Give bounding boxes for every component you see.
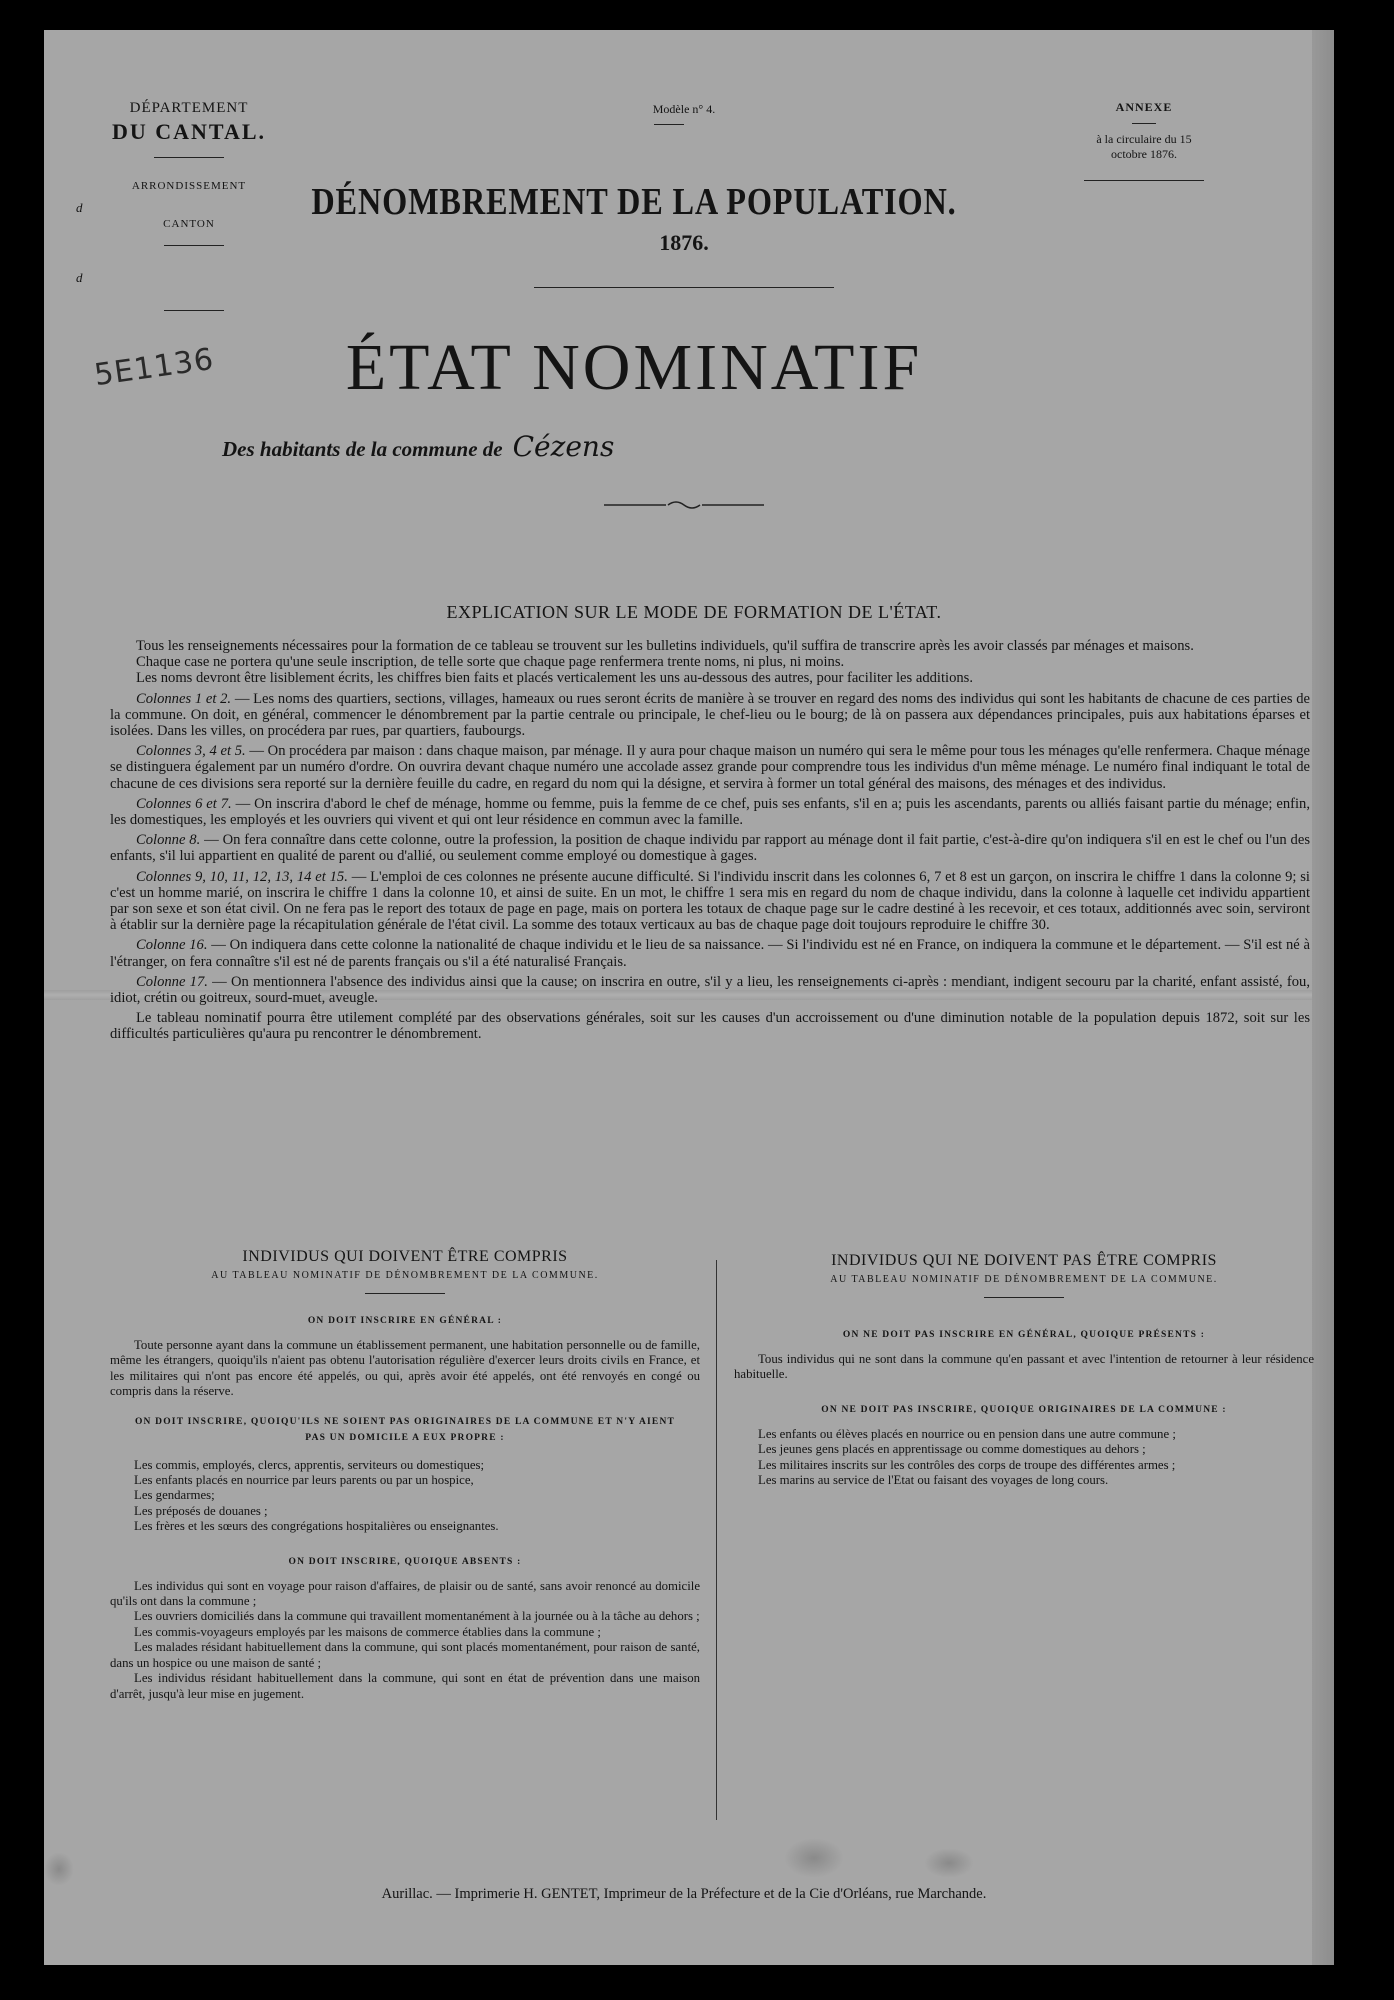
paragraph <box>110 691 1310 740</box>
modele-number: Modèle n° 4. <box>652 102 716 116</box>
column-label: Colonnes 6 et 7. <box>136 795 232 812</box>
canton-label: CANTON <box>163 218 215 230</box>
paragraph <box>110 974 1310 1006</box>
column-label: Colonnes 1 et 2. <box>136 690 232 707</box>
column-text: — On procédera par maison : dans chaque maison, par ménage. Il y aura pour chaque maison un numéro qui sera le même pour tous les ménages qu'elle renfermera. Chaque ménage se distinguera également par un numéro d'ordre. On ouvrira devant chaque numéro une accolade assez grande pour comprendre tous les individus d'un même ménage. Le numéro final indiquant le total de chacune de ces divisions sera reporté sur la dernière feuille du cadre, en regard du nom qui la désigne, et servira à former un total général des maisons, des ménages et des individus. <box>110 743 1310 792</box>
printer-footer: Aurillac. — Imprimerie H. GENTET, Imprimeur de la Préfecture et de la Cie d'Orléans, rue Marchande. <box>381 1886 987 1902</box>
annexe-block <box>1044 100 1244 181</box>
document-page <box>44 30 1334 1965</box>
annexe-title: ANNEXE <box>1115 100 1173 114</box>
paragraph: Les noms devront être lisiblement écrits, les chiffres bien faits et placés verticalement les uns au-dessous des autres, pour faciliter les additions. <box>136 670 973 687</box>
divider <box>154 157 224 158</box>
annexe-text: à la circulaire du 15 octobre 1876. <box>1096 132 1192 161</box>
list-item: Les frères et les sœurs des congrégations hospitalières ou enseignantes. <box>134 1519 499 1534</box>
paragraph: Chaque case ne portera qu'une seule inscription, de telle sorte que chaque page renfermera trente noms, ni plus, ni moins. <box>136 654 845 671</box>
list-item: Les malades résidant habituellement dans la commune, qui sont placés momentanément, pour raison de santé, dans un hospice ou une maison de santé ; <box>110 1640 700 1670</box>
archive-code: 5E1136 <box>92 341 217 394</box>
excluded-individuals-column <box>734 1252 1314 1488</box>
column-label: Colonne 16. <box>136 937 208 954</box>
paragraph <box>110 869 1310 934</box>
commune-name: Cézens <box>512 430 615 463</box>
ornament-icon <box>604 500 764 510</box>
column-text: — On indiquera dans cette colonne la nationalité de chaque individu et le lieu de sa naissance. — Si l'individu est né en France, on indiquera la commune et le département. — S'il est né à l'étranger, on fera connaître s'il est né de parents français ou s'il a été naturalisé Français. <box>110 937 1310 970</box>
commune-line <box>222 430 1022 463</box>
paragraph <box>110 743 1310 792</box>
paragraph <box>110 937 1310 969</box>
column-label: Colonnes 3, 4 et 5. <box>136 743 246 760</box>
census-year: 1876. <box>659 230 709 255</box>
column-label: Colonnes 9, 10, 11, 12, 13, 14 et 15. <box>136 868 348 885</box>
etat-nominatif-title: ÉTAT NOMINATIF <box>345 331 923 404</box>
departement-name: DU CANTAL. <box>111 119 267 144</box>
list-item: Les militaires inscrits sur les contrôles des corps de troupe des différentes armes ; <box>758 1457 1176 1472</box>
column-title: INDIVIDUS QUI NE DOIVENT PAS ÊTRE COMPRIS <box>831 1252 1217 1269</box>
divider <box>1132 123 1156 124</box>
section-text <box>110 1338 700 1400</box>
section-heading: ON DOIT INSCRIRE, QUOIQU'ILS NE SOIENT PAS ORIGINAIRES DE LA COMMUNE ET N'Y AIENT PAS UN DOMICILE A EUX PROPRE : <box>134 1416 676 1443</box>
column-subtitle: AU TABLEAU NOMINATIF DE DÉNOMBREMENT DE LA COMMUNE. <box>211 1270 599 1281</box>
divider <box>164 245 224 246</box>
stain <box>784 1838 844 1878</box>
list-item: Les individus résidant habituellement dans la commune, qui sont en état de prévention dans une maison d'arrêt, jusqu'à leur mise en jugement. <box>110 1671 700 1701</box>
paragraph <box>110 832 1310 864</box>
column-text: — L'emploi de ces colonnes ne présente aucune difficulté. Si l'individu inscrit dans les colonnes 6, 7 et 8 est un garçon, on inscrira le chiffre 1 dans la colonne 9; si c'est un homme marié, on inscrira le chiffre 1 dans la colonne 10, et ainsi de suite. En un mot, le chiffre 1 sera mis en regard du nom de chaque individu, dans la colonne à laquelle cet individu appartient par son sexe et son état civil. On ne fera pas le report des totaux de page en page, mais on portera les totaux de chaque page sur le cadre destiné à les recevoir, et ces totaux, additionnés avec soin, serviront à établir sur la dernière page la récapitulation générale de l'état civil. La somme des totaux verticaux au bas de chaque page doit toujours reproduire le chiffre 30. <box>110 868 1310 934</box>
column-label: Colonne 8. <box>136 832 201 849</box>
list-item: Les enfants ou élèves placés en nourrice ou en pension dans une autre commune ; <box>758 1426 1176 1441</box>
list-item: Les individus qui sont en voyage pour raison d'affaires, de plaisir ou de santé, sans avoir renoncé au domicile qu'ils ont dans la commune ; <box>110 1578 700 1609</box>
column-title: INDIVIDUS QUI DOIVENT ÊTRE COMPRIS <box>242 1248 568 1265</box>
stain <box>44 1852 74 1886</box>
divider <box>534 287 834 288</box>
explanation-body <box>110 638 1310 1047</box>
list-item: Les ouvriers domiciliés dans la commune qui travaillent momentanément à la journée ou à la tâche au dehors ; <box>134 1609 700 1624</box>
paragraph <box>110 796 1310 828</box>
list-item: Les marins au service de l'Etat ou faisant des voyages de long cours. <box>758 1473 1109 1488</box>
paragraph: Le tableau nominatif pourra être utilement complété par des observations générales, soit sur les causes d'un accroissement ou d'une diminution notable de la population depuis 1872, soit sur les difficultés particulières qu'aura pu rencontrer le dénombrement. <box>110 1010 1310 1043</box>
stain <box>924 1848 974 1878</box>
d-marker: d <box>76 200 83 215</box>
section-heading: ON NE DOIT PAS INSCRIRE EN GÉNÉRAL, QUOIQUE PRÉSENTS : <box>842 1330 1206 1340</box>
column-text: — On inscrira d'abord le chef de ménage, homme ou femme, puis la femme de ce chef, puis ses enfants, s'il en a; puis les ascendants, parents ou alliés faisant partie du ménage; enfin, les domestiques, les employés et les ouvriers qui vivent et qui ont leur résidence en commun avec la famille. <box>110 795 1310 829</box>
list-item: Les enfants placés en nourrice par leurs parents ou par un hospice, <box>134 1473 474 1488</box>
divider <box>984 1297 1064 1298</box>
divider <box>654 124 684 125</box>
divider <box>365 1293 445 1294</box>
section-list <box>734 1427 1314 1489</box>
column-subtitle: AU TABLEAU NOMINATIF DE DÉNOMBREMENT DE LA COMMUNE. <box>830 1274 1218 1285</box>
divider <box>164 310 224 311</box>
section-heading: ON NE DOIT PAS INSCRIRE, QUOIQUE ORIGINAIRES DE LA COMMUNE : <box>821 1404 1227 1415</box>
column-label: Colonne 17. <box>136 973 208 990</box>
column-text: — Les noms des quartiers, sections, villages, hameaux ou rues seront écrits de manière à se trouver en regard des noms des individus qui sont les habitants de chacune de ces parties de la commune. On doit, en général, commencer le dénombrement par la partie centrale ou principale, le chef-lieu ou le bourg; de là on passera aux dépendances principales, puis aux habitations éparses et isolées. Dans les villes, on procédera par rues, par quartiers, faubourgs. <box>110 690 1310 740</box>
column-text: — On fera connaître dans cette colonne, outre la profession, la position de chaque individu par rapport au ménage dont il fait partie, c'est-à-dire qu'on indiquera s'il en est le chef ou l'un des enfants, s'il lui appartient en qualité de parent ou d'allié, ou seulement comme employé ou domestique à gages. <box>110 832 1310 865</box>
column-divider <box>716 1260 717 1820</box>
d-marker: d <box>76 270 83 285</box>
section-heading: ON DOIT INSCRIRE EN GÉNÉRAL : <box>307 1316 503 1326</box>
paragraph: Toute personne ayant dans la commune un établissement permanent, une habitation personnelle ou de famille, même les étrangers, quoiqu'ils n'aient pas obtenu l'autorisation régulière d'exercer leurs droits civils en France, et les militaires qui n'ont pas encore été appelés, ou qui, après avoir été appelés, ont été renvoyés en congé ou compris dans la réserve. <box>110 1338 700 1399</box>
page-edge <box>1312 30 1334 1965</box>
section-heading: ON DOIT INSCRIRE, QUOIQUE ABSENTS : <box>288 1556 522 1567</box>
included-individuals-column <box>110 1248 700 1702</box>
list-item: Les gendarmes; <box>134 1488 215 1503</box>
section-text <box>734 1352 1314 1383</box>
paragraph: Tous les renseignements nécessaires pour la formation de ce tableau se trouvent sur les bulletins individuels, qu'il suffira de transcrire après les avoir classés par ménages et maisons. <box>136 638 1194 654</box>
section-list <box>110 1458 700 1535</box>
department-block <box>84 100 294 230</box>
departement-label: DÉPARTEMENT <box>129 100 249 116</box>
section-list <box>110 1579 700 1702</box>
paragraph: Tous individus qui ne sont dans la commune qu'en passant et avec l'intention de retourner à leur résidence habituelle. <box>734 1352 1314 1382</box>
list-item: Les commis-voyageurs employés par les maisons de commerce établies dans la commune ; <box>134 1624 601 1639</box>
commune-label: Des habitants de la commune de <box>222 437 503 461</box>
arrondissement-label: ARRONDISSEMENT <box>131 180 247 192</box>
divider <box>1084 180 1204 181</box>
list-item: Les commis, employés, clercs, apprentis, serviteurs ou domestiques; <box>134 1457 485 1472</box>
main-title: DÉNOMBREMENT DE LA POPULATION. <box>311 181 957 223</box>
list-item: Les jeunes gens placés en apprentissage ou comme domestiques au dehors ; <box>758 1442 1146 1457</box>
explanation-title: EXPLICATION SUR LE MODE DE FORMATION DE L'ÉTAT. <box>446 602 942 622</box>
column-text: — On mentionnera l'absence des individus ainsi que la cause; on inscrira en outre, s'il y a lieu, les renseignements ci-après : mendiant, indigent secouru par la charité, enfant assisté, fou, idiot, crétin ou goitreux, sourd-muet, aveugle. <box>110 973 1310 1007</box>
list-item: Les préposés de douanes ; <box>134 1503 268 1518</box>
